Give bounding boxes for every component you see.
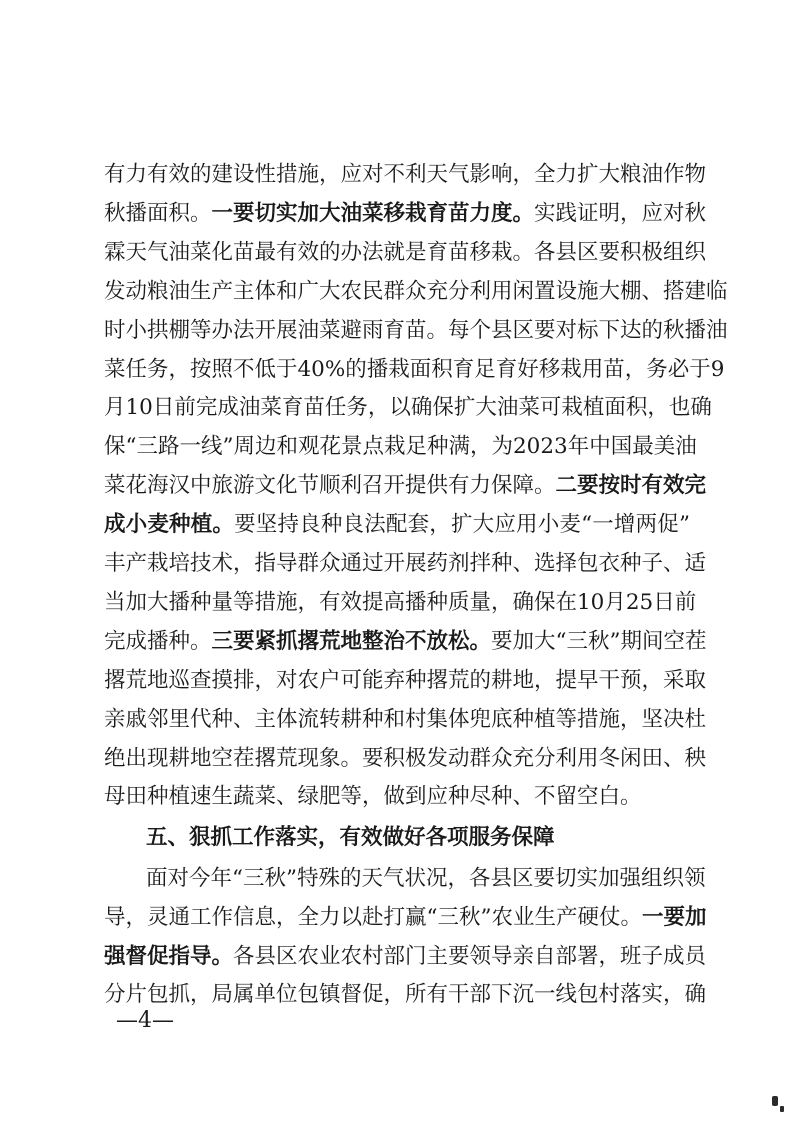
bold-text-segment: 强督促指导。 — [104, 943, 234, 969]
text-segment: 母田种植速生蔬菜、绿肥等，做到应种尽种、不留空白。 — [104, 784, 642, 810]
bold-text-segment: 一要加 — [642, 904, 707, 930]
text-line — [104, 315, 728, 347]
text-segment: 时小拱棚等办法开展油菜避雨育苗。每个县区要对标下达的秋播油 — [104, 317, 728, 343]
text-line — [104, 941, 707, 973]
text-line — [104, 198, 707, 230]
text-segment: 保“三路一线”周边和观花景点栽足种满，为2023年中国最美油 — [104, 434, 697, 460]
text-line — [104, 979, 707, 1011]
text-segment: 菜花海汉中旅游文化节顺利召开提供有力保障。 — [104, 473, 556, 499]
text-segment: 有力有效的建设性措施，应对不利天气影响，全力扩大粮油作物 — [104, 162, 707, 187]
text-line — [104, 354, 725, 386]
text-line — [104, 392, 712, 424]
text-segment: 各县区农业农村部门主要领导亲自部署，班子成员 — [233, 943, 707, 969]
text-segment: 月10日前完成油菜育苗任务，以确保扩大油菜可栽植面积，也确 — [104, 395, 712, 421]
text-line — [104, 587, 697, 619]
text-line — [104, 665, 707, 697]
bold-text-segment: 二要按时有效完 — [555, 473, 707, 499]
text-segment: 秋播面积。 — [104, 200, 212, 226]
page-number: —4— — [116, 1008, 174, 1033]
text-segment: 分片包抓，局属单位包镇督促，所有干部下沉一线包村落实，确 — [104, 982, 707, 1008]
text-line — [104, 470, 707, 502]
text-line — [104, 704, 707, 736]
text-line — [104, 431, 697, 463]
text-segment: 丰产栽培技术，指导群众通过开展药剂拌种、选择包衣种子、适 — [104, 551, 707, 576]
text-line — [104, 237, 707, 269]
text-line — [104, 548, 707, 580]
text-segment: 面对今年“三秋”特殊的天气状况，各县区要切实加强组织领 — [146, 866, 706, 891]
bold-text-segment: 一要切实加大油菜移栽育苗力度。 — [211, 200, 535, 226]
text-segment: 完成播种。 — [104, 628, 212, 654]
text-line — [104, 781, 690, 813]
text-line — [104, 626, 707, 658]
text-segment: 亲戚邻里代种、主体流转耕种和村集体兜底种植等措施，坚决杜 — [104, 706, 707, 732]
text-segment: 当加大播种量等措施，有效提高播种质量，确保在10月25日前 — [104, 589, 697, 615]
text-segment: 霖天气油菜化苗最有效的办法就是育苗移栽。各县区要积极组织 — [104, 239, 707, 265]
text-line — [104, 159, 707, 191]
scan-speck — [772, 1096, 778, 1106]
text-segment: 要坚持良种良法配套，扩大应用小麦“一增两促” — [234, 512, 690, 538]
text-line — [146, 863, 706, 895]
text-line — [104, 276, 728, 308]
text-segment: 导，灵通工作信息，全力以赴打赢“三秋”农业生产硬仗。 — [104, 904, 642, 930]
text-segment: 绝出现耕地空茬撂荒现象。要积极发动群众充分利用冬闲田、秧 — [104, 745, 707, 771]
section-heading: 五、狠抓工作落实，有效做好各项服务保障 — [146, 825, 555, 850]
bold-text-segment: 三要紧抓撂荒地整治不放松。 — [211, 628, 492, 654]
text-line — [104, 902, 707, 934]
text-line — [104, 743, 707, 775]
scan-speck — [780, 1106, 784, 1112]
text-segment: 要加大“三秋”期间空茬 — [491, 628, 707, 654]
text-segment: 菜任务，按照不低于40%的播栽面积育足育好移栽用苗，务必于9 — [104, 356, 725, 382]
bold-text-segment: 成小麦种植。 — [104, 512, 235, 538]
text-segment: 撂荒地巡查摸排，对农户可能弃种撂荒的耕地，提早干预，采取 — [104, 667, 707, 693]
text-segment: 发动粮油生产主体和广大农民群众充分利用闲置设施大棚、搭建临 — [104, 278, 728, 304]
text-segment: 实践证明，应对秋 — [534, 200, 707, 226]
text-line — [104, 509, 690, 541]
